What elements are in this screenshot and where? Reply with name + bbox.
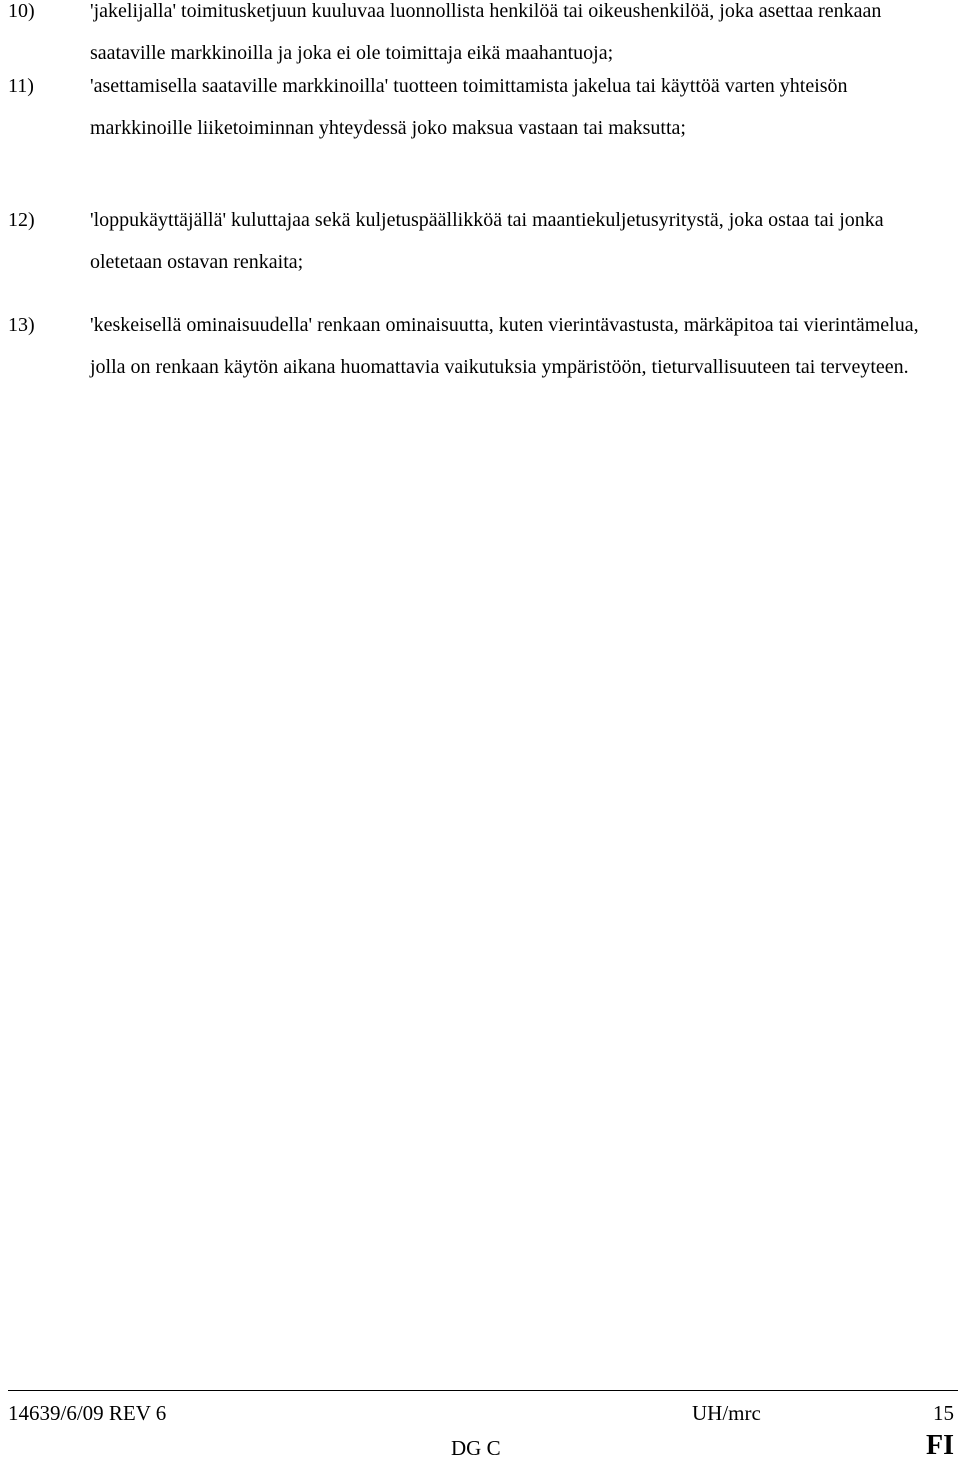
definition-number: 11) xyxy=(8,75,34,97)
definition-text: 'keskeisellä ominaisuudella' renkaan ominaisuutta, kuten vierintävastusta, märkäpitoa tai vierintämelua, jolla on renkaan käytön aikana huomattavia vaikutuksia ympäristöön, tieturvallisuuteen tai terveyteen. xyxy=(90,314,919,378)
footer-language: FI xyxy=(926,1430,954,1461)
footer-directorate: DG C xyxy=(451,1436,501,1460)
footer-divider xyxy=(8,1390,958,1391)
footer-page-number: 15 xyxy=(933,1401,954,1425)
footer-reference: 14639/6/09 REV 6 xyxy=(8,1401,167,1425)
footer-author: UH/mrc xyxy=(692,1401,761,1425)
definition-text: 'asettamisella saataville markkinoilla' tuotteen toimittamista jakelua tai käyttöä varten yhteisön markkinoille liiketoiminnan yhteydessä joko maksua vastaan tai maksutta; xyxy=(90,75,848,139)
definition-text: 'loppukäyttäjällä' kuluttajaa sekä kuljetuspäällikköä tai maantiekuljetusyritystä, joka ostaa tai jonka oletetaan ostavan renkaita; xyxy=(90,209,884,273)
definition-text: 'jakelijalla' toimitusketjuun kuuluvaa luonnollista henkilöä tai oikeushenkilöä, joka asettaa renkaan saataville markkinoilla ja joka ei ole toimittaja eikä maahantuoja; xyxy=(90,0,882,64)
definition-number: 12) xyxy=(8,209,35,231)
definition-number: 10) xyxy=(8,0,35,22)
definition-number: 13) xyxy=(8,314,35,336)
